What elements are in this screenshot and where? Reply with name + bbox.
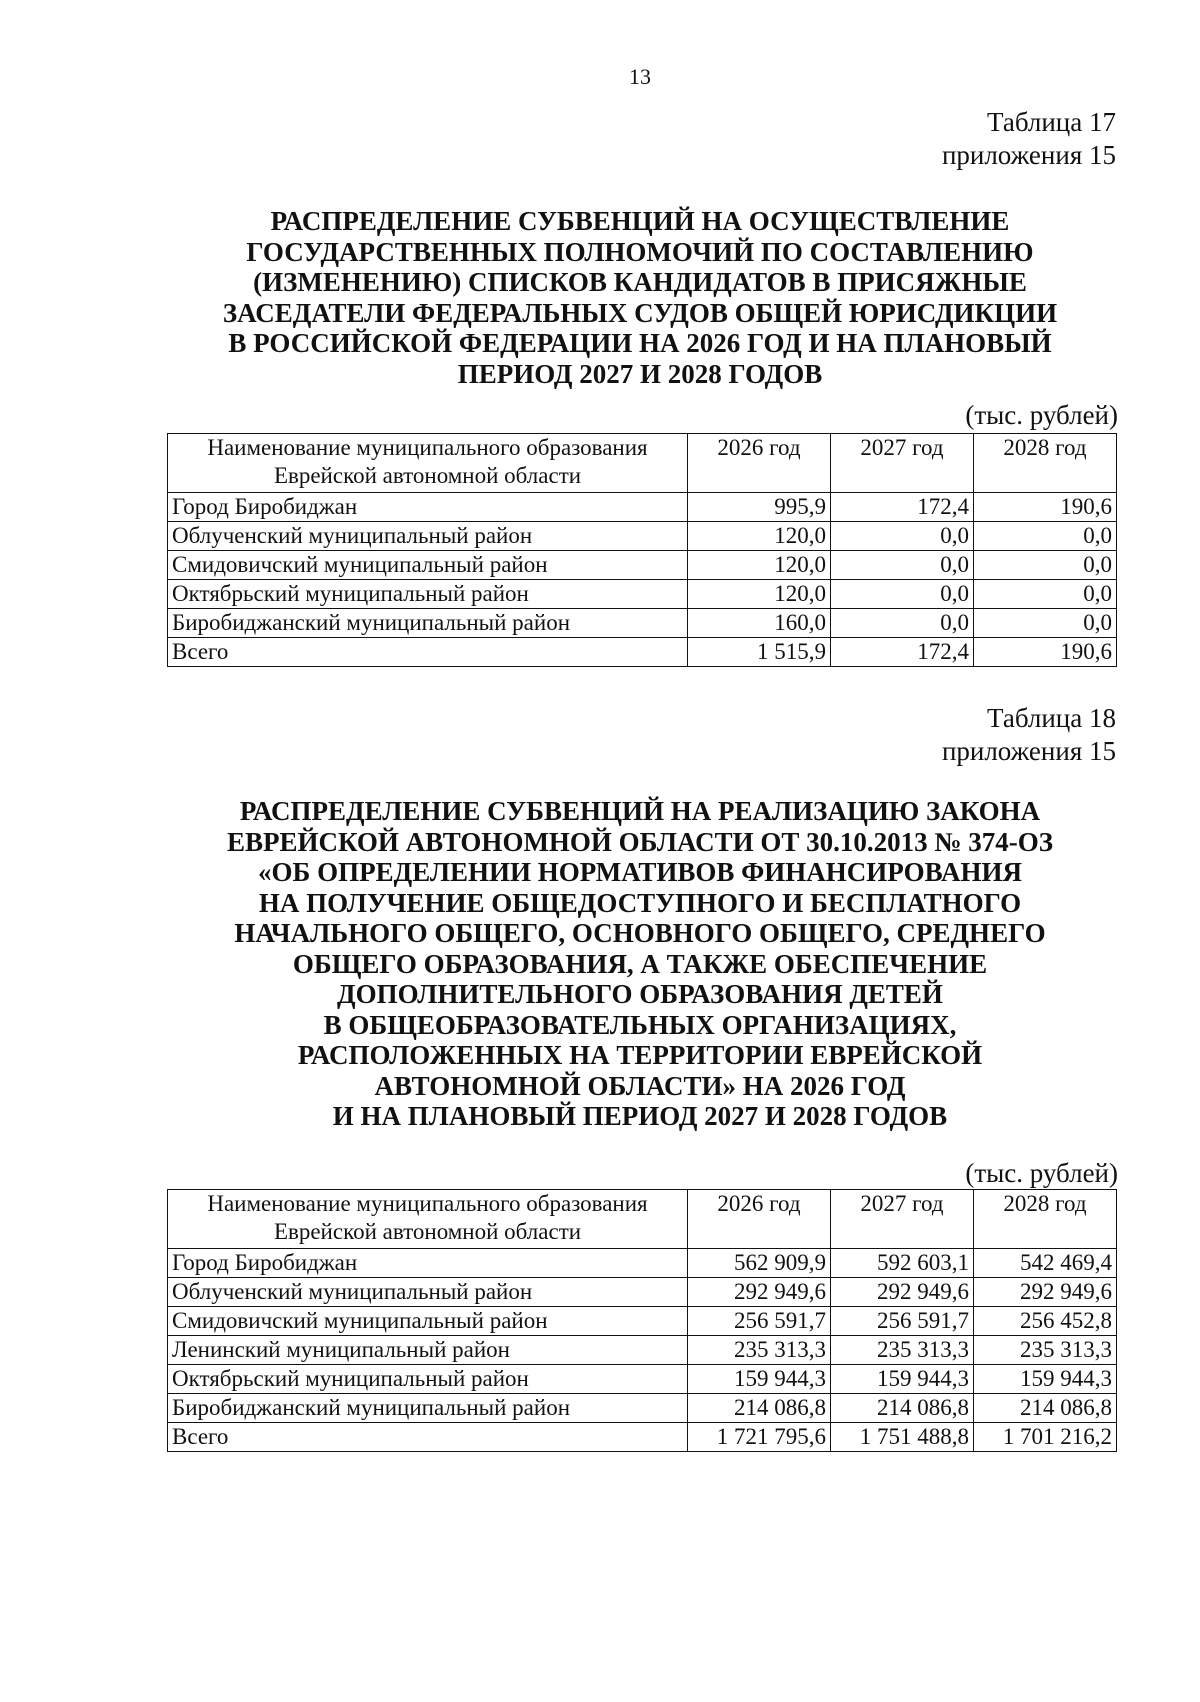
row-name-cell: Всего xyxy=(168,638,688,667)
row-name-cell: Октябрьский муниципальный район xyxy=(168,580,688,609)
table17-units: (тыс. рублей) xyxy=(965,400,1118,430)
value-2026-cell: 995,9 xyxy=(688,493,831,522)
value-2028-cell: 0,0 xyxy=(974,551,1117,580)
row-name-cell: Облученский муниципальный район xyxy=(168,522,688,551)
table18-reference xyxy=(942,702,1116,768)
value-2027-cell: 0,0 xyxy=(831,580,974,609)
table-row xyxy=(168,493,1117,522)
value-2027-cell: 0,0 xyxy=(831,522,974,551)
page-number: 13 xyxy=(629,64,651,89)
value-2026-cell: 235 313,3 xyxy=(688,1336,831,1365)
table18-units: (тыс. рублей) xyxy=(965,1158,1118,1188)
table17-header-row xyxy=(168,434,1117,493)
value-2028-cell: 256 452,8 xyxy=(974,1307,1117,1336)
table18-header-2026: 2026 год xyxy=(688,1190,831,1249)
value-2028-cell: 159 944,3 xyxy=(974,1365,1117,1394)
value-2026-cell: 160,0 xyxy=(688,609,831,638)
value-2027-cell: 214 086,8 xyxy=(831,1394,974,1423)
row-name-cell: Смидовичский муниципальный район xyxy=(168,551,688,580)
value-2028-cell: 190,6 xyxy=(974,638,1117,667)
table17-header-2028: 2028 год xyxy=(974,434,1117,493)
row-name-cell: Биробиджанский муниципальный район xyxy=(168,1394,688,1423)
table18-title: РАСПРЕДЕЛЕНИЕ СУБВЕНЦИЙ НА РЕАЛИЗАЦИЮ ЗАКОНА ЕВРЕЙСКОЙ АВТОНОМНОЙ ОБЛАСТИ ОТ 30.10.2013 № 374-ОЗ «ОБ ОПРЕДЕЛЕНИИ НОРМАТИВОВ ФИНАНСИРОВАНИЯ НА ПОЛУЧЕНИЕ ОБЩЕДОСТУПНОГО И БЕСПЛАТНОГО НАЧАЛЬНОГО ОБЩЕГО, ОСНОВНОГО ОБЩЕГО, СРЕДНЕГО ОБЩЕГО ОБРАЗОВАНИЯ, А ТАКЖЕ ОБЕСПЕЧЕНИЕ ДОПОЛНИТЕЛЬНОГО ОБРАЗОВАНИЯ ДЕТЕЙ В ОБЩЕОБРАЗОВАТЕЛЬНЫХ ОРГАНИЗАЦИЯХ, РАСПОЛОЖЕННЫХ НА ТЕРРИТОРИИ ЕВРЕЙСКОЙ АВТОНОМНОЙ ОБЛАСТИ» НА 2026 ГОД И НА ПЛАНОВЫЙ ПЕРИОД 2027 И 2028 ГОДОВ xyxy=(226,796,1054,1131)
value-2027-cell: 592 603,1 xyxy=(831,1249,974,1278)
row-name-cell: Смидовичский муниципальный район xyxy=(168,1307,688,1336)
value-2027-cell: 172,4 xyxy=(831,493,974,522)
value-2026-cell: 256 591,7 xyxy=(688,1307,831,1336)
value-2026-cell: 1 721 795,6 xyxy=(688,1423,831,1452)
value-2028-cell: 1 701 216,2 xyxy=(974,1423,1117,1452)
table17-ref-number: Таблица 17 xyxy=(987,107,1116,137)
table18 xyxy=(167,1189,1117,1452)
value-2026-cell: 159 944,3 xyxy=(688,1365,831,1394)
value-2026-cell: 1 515,9 xyxy=(688,638,831,667)
value-2028-cell: 0,0 xyxy=(974,580,1117,609)
table17-ref-appendix: приложения 15 xyxy=(941,140,1116,170)
row-name-cell: Ленинский муниципальный район xyxy=(168,1336,688,1365)
value-2026-cell: 562 909,9 xyxy=(688,1249,831,1278)
table17-header-2027: 2027 год xyxy=(831,434,974,493)
value-2027-cell: 0,0 xyxy=(831,551,974,580)
table17-body xyxy=(168,493,1117,667)
value-2028-cell: 235 313,3 xyxy=(974,1336,1117,1365)
table18-body xyxy=(168,1249,1117,1452)
table-row xyxy=(168,580,1117,609)
row-name-cell: Облученский муниципальный район xyxy=(168,1278,688,1307)
value-2026-cell: 292 949,6 xyxy=(688,1278,831,1307)
value-2028-cell: 542 469,4 xyxy=(974,1249,1117,1278)
value-2028-cell: 190,6 xyxy=(974,493,1117,522)
table-row xyxy=(168,551,1117,580)
value-2026-cell: 120,0 xyxy=(688,522,831,551)
row-name-cell: Биробиджанский муниципальный район xyxy=(168,609,688,638)
table18-header-2028: 2028 год xyxy=(974,1190,1117,1249)
table-row xyxy=(168,522,1117,551)
table17-title: РАСПРЕДЕЛЕНИЕ СУБВЕНЦИЙ НА ОСУЩЕСТВЛЕНИЕ ГОСУДАРСТВЕННЫХ ПОЛНОМОЧИЙ ПО СОСТАВЛЕНИЮ (ИЗМЕНЕНИЮ) СПИСКОВ КАНДИДАТОВ В ПРИСЯЖНЫЕ ЗАСЕДАТЕЛИ ФЕДЕРАЛЬНЫХ СУДОВ ОБЩЕЙ ЮРИСДИКЦИИ В РОССИЙСКОЙ ФЕДЕРАЦИИ НА 2026 ГОД И НА ПЛАНОВЫЙ ПЕРИОД 2027 И 2028 ГОДОВ xyxy=(222,206,1058,389)
value-2027-cell: 292 949,6 xyxy=(831,1278,974,1307)
value-2028-cell: 0,0 xyxy=(974,609,1117,638)
table-row xyxy=(168,1336,1117,1365)
row-name-cell: Всего xyxy=(168,1423,688,1452)
value-2028-cell: 214 086,8 xyxy=(974,1394,1117,1423)
value-2027-cell: 1 751 488,8 xyxy=(831,1423,974,1452)
table17-header-2026: 2026 год xyxy=(688,434,831,493)
table-row xyxy=(168,1394,1117,1423)
table18-header-name: Наименование муниципального образования Еврейской автономной области xyxy=(168,1190,688,1249)
table18-ref-number: Таблица 18 xyxy=(987,703,1116,733)
value-2027-cell: 172,4 xyxy=(831,638,974,667)
row-name-cell: Город Биробиджан xyxy=(168,1249,688,1278)
table-row xyxy=(168,609,1117,638)
row-name-cell: Город Биробиджан xyxy=(168,493,688,522)
table-row xyxy=(168,1278,1117,1307)
table18-header-row xyxy=(168,1190,1117,1249)
value-2028-cell: 0,0 xyxy=(974,522,1117,551)
table-row xyxy=(168,638,1117,667)
table18-header-2027: 2027 год xyxy=(831,1190,974,1249)
value-2027-cell: 159 944,3 xyxy=(831,1365,974,1394)
value-2028-cell: 292 949,6 xyxy=(974,1278,1117,1307)
table17-reference xyxy=(942,106,1116,172)
table17-header-name: Наименование муниципального образования Еврейской автономной области xyxy=(168,434,688,493)
value-2027-cell: 235 313,3 xyxy=(831,1336,974,1365)
table-row xyxy=(168,1423,1117,1452)
table-row xyxy=(168,1365,1117,1394)
value-2026-cell: 120,0 xyxy=(688,580,831,609)
value-2026-cell: 214 086,8 xyxy=(688,1394,831,1423)
table18-ref-appendix: приложения 15 xyxy=(941,736,1116,766)
value-2026-cell: 120,0 xyxy=(688,551,831,580)
value-2027-cell: 0,0 xyxy=(831,609,974,638)
table17 xyxy=(167,433,1117,667)
row-name-cell: Октябрьский муниципальный район xyxy=(168,1365,688,1394)
value-2027-cell: 256 591,7 xyxy=(831,1307,974,1336)
table-row xyxy=(168,1249,1117,1278)
table-row xyxy=(168,1307,1117,1336)
